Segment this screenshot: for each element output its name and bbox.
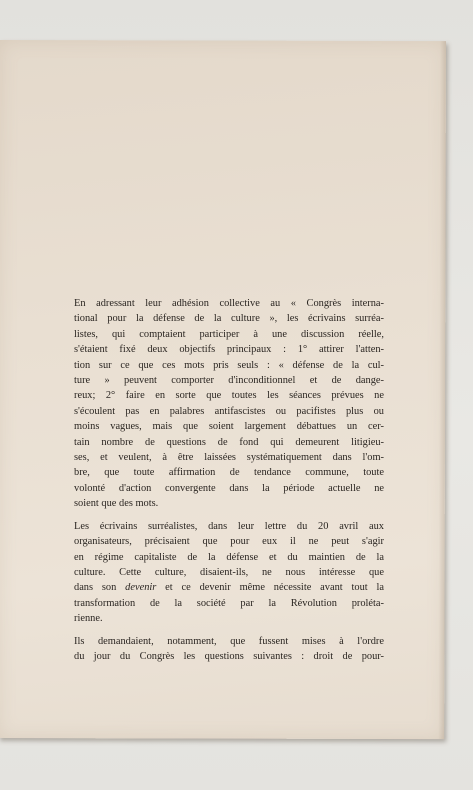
text-line: transformation de la société par la Révolution proléta- xyxy=(74,597,384,609)
text-line: tion sur ce que ces mots pris seuls : « défense de la cul- xyxy=(74,359,384,371)
text-line: bre, que toute affirmation de tendance commune, toute xyxy=(74,467,384,479)
text-line: tional pour la défense de la culture », les écrivains surréa- xyxy=(74,313,384,325)
paragraph-1 xyxy=(74,296,384,512)
text-line: tain nombre de questions de fond qui demeurent litigieu- xyxy=(74,436,384,448)
text-line: du jour du Congrès les questions suivantes : droit de pour- xyxy=(74,650,384,662)
text-line: En adressant leur adhésion collective au « Congrès interna- xyxy=(74,298,384,309)
text-line: s'étaient fixé deux objectifs principaux : 1° attirer l'atten- xyxy=(74,344,384,356)
paragraph-3 xyxy=(74,634,384,665)
text-segment: dans son xyxy=(74,582,126,594)
paragraph-2 xyxy=(74,519,384,627)
text-line: en régime capitaliste de la défense et du maintien de la xyxy=(74,551,384,563)
text-line: s'écoulent pas en palabres antifascistes ou pacifistes plus ou xyxy=(74,405,384,417)
text-line: listes, qui comptaient participer à une discussion réelle, xyxy=(74,328,384,340)
text-line: organisateurs, précisaient que pour eux il ne peut s'agir xyxy=(74,536,384,548)
text-line: ses, et veulent, à être laissées systématiquement dans l'om- xyxy=(74,452,384,464)
text-line-with-italic xyxy=(74,580,384,595)
text-line: rienne. xyxy=(74,613,103,625)
text-line: soient que des mots. xyxy=(74,498,159,510)
text-line: culture. Cette culture, disaient-ils, ne nous intéresse que xyxy=(74,566,384,578)
text-line: Ils demandaient, notamment, que fussent mises à l'ordre xyxy=(74,635,384,647)
italic-word: devenir xyxy=(125,582,157,594)
text-line: Les écrivains surréalistes, dans leur lettre du 20 avril aux xyxy=(74,520,384,532)
text-line: reux; 2° faire en sorte que toutes les séances prévues ne xyxy=(74,390,384,402)
text-line: ture » peuvent comporter d'inconditionnel et de dange- xyxy=(74,375,384,387)
text-line: moins vagues, mais que soient largement débattues un cer- xyxy=(74,421,384,433)
text-line: volonté d'action convergente dans la période actuelle ne xyxy=(74,482,384,494)
document-body xyxy=(74,296,384,671)
text-segment: et ce devenir même nécessite avant tout la xyxy=(156,582,384,594)
